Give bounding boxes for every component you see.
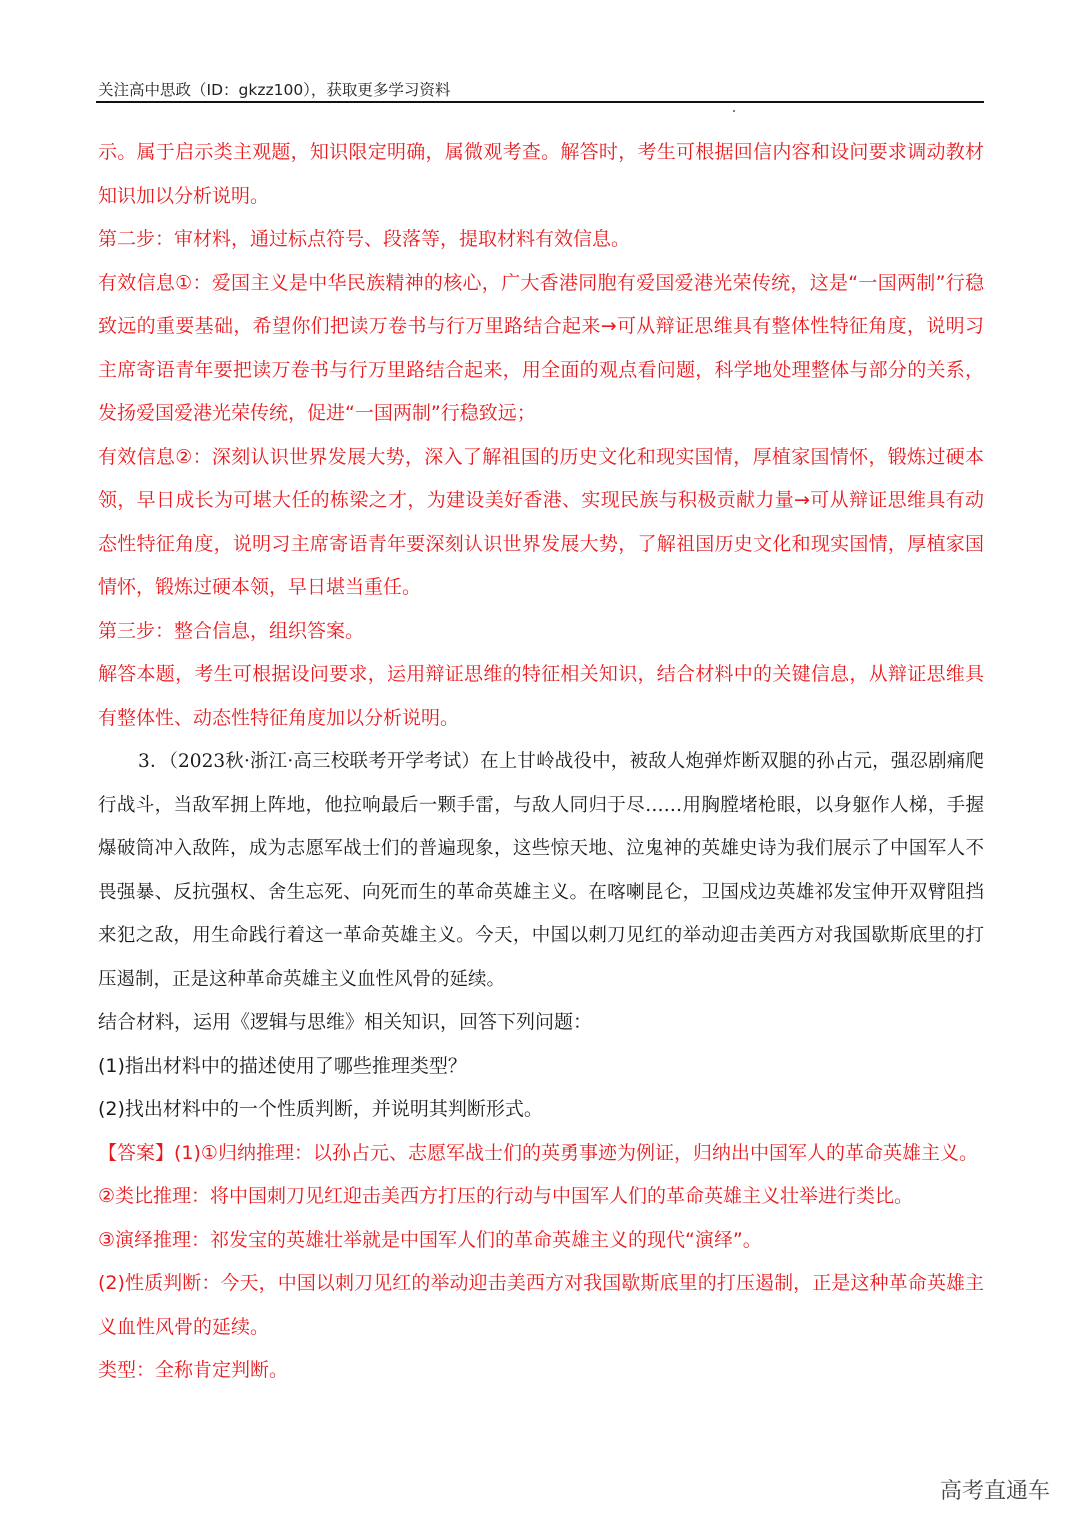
answer-line-3: ③演绎推理：祁发宝的英雄壮举就是中国军人们的革命英雄主义的现代“演绎”。 — [98, 1228, 762, 1251]
question-3-sub-1: (1)指出材料中的描述使用了哪些推理类型？ — [98, 1054, 467, 1077]
step-two: 第二步：审材料，通过标点符号、段落等，提取材料有效信息。 — [98, 228, 631, 250]
step-three: 第三步：整合信息，组织答案。 — [98, 619, 365, 642]
page-header: 关注高中思政（ID：gkzz100），获取更多学习资料 — [98, 81, 451, 99]
answer-line-4: (2)性质判断：今天，中国以刺刀见红的举动迎击美西方对我国歇斯底里的打压遏制，正是这种革命英雄主义血性风骨的延续。 — [98, 1272, 984, 1338]
effective-info-1: 有效信息①：爱国主义是中华民族精神的核心，广大香港同胞有爱国爱港光荣传统，这是“一国两制”行稳致远的重要基础，希望你们把读万卷书与行万里路结合起来→可从辩证思维具有整体性特征角度，说明习主席寄语青年要把读万卷书与行万里路结合起来，用全面的观点看问题，科学地处理整体与部分的关系，发扬爱国爱港光荣传统，促进“一国两制”行稳致远； — [98, 271, 984, 424]
watermark-footer: 高考直通车 — [939, 1479, 1050, 1504]
answer-tag: 【答案】 — [98, 1141, 175, 1164]
question-3-prompt: 结合材料，运用《逻辑与思维》相关知识，回答下列问题： — [98, 1011, 593, 1033]
effective-info-2: 有效信息②：深刻认识世界发展大势，深入了解祖国的历史文化和现实国情，厚植家国情怀，锻炼过硬本领，早日成长为可堪大任的栋梁之才，为建设美好香港、实现民族与积极贡献力量→可从辩证思维具有动态性特征角度，说明习主席寄语青年要深刻认识世界发展大势，了解祖国历史文化和现实国情，厚植家国情怀，锻炼过硬本领，早日堪当重任。 — [98, 445, 984, 598]
answer-summary: 解答本题，考生可根据设问要求，运用辩证思维的特征相关知识，结合材料中的关键信息，从辩证思维具有整体性、动态性特征角度加以分析说明。 — [98, 663, 984, 729]
header-divider — [96, 101, 984, 103]
stray-dot — [733, 110, 735, 112]
question-3-material: 3．（2023秋·浙江·高三校联考开学考试）在上甘岭战役中，被敌人炮弹炸断双腿的孙占元，强忍剧痛爬行战斗，当敌军拥上阵地，他拉响最后一颗手雷，与敌人同归于尽……用胸膛堵枪眼，以身躯作人梯，手握爆破筒冲入敌阵，成为志愿军战士们的普遍现象，这些惊天地、泣鬼神的英雄史诗为我们展示了中国军人不畏强暴、反抗强权、舍生忘死、向死而生的革命英雄主义。在喀喇昆仑，卫国戍边英雄祁发宝伸开双臂阻挡来犯之敌，用生命践行着这一革命英雄主义。今天，中国以刺刀见红的举动迎击美西方对我国歇斯底里的打压遏制，正是这种革命英雄主义血性风骨的延续。 — [98, 751, 984, 990]
answer-line-1 — [98, 1132, 984, 1176]
answer-line-5: 类型：全称肯定判断。 — [98, 1359, 289, 1381]
answer-line-2: ②类比推理：将中国刺刀见红迎击美西方打压的行动与中国军人们的革命英雄主义壮举进行类比。 — [98, 1185, 914, 1207]
answer-text-1: (1)①归纳推理：以孙占元、志愿军战士们的英勇事迹为例证，归纳出中国军人的革命英雄主义。 — [174, 1141, 978, 1164]
analysis-paragraph: 示。属于启示类主观题，知识限定明确，属微观考查。解答时，考生可根据回信内容和设问要求调动教材知识加以分析说明。 — [98, 141, 984, 207]
question-3-sub-2: (2)找出材料中的一个性质判断，并说明其判断形式。 — [98, 1098, 543, 1120]
document-body — [98, 131, 984, 1393]
